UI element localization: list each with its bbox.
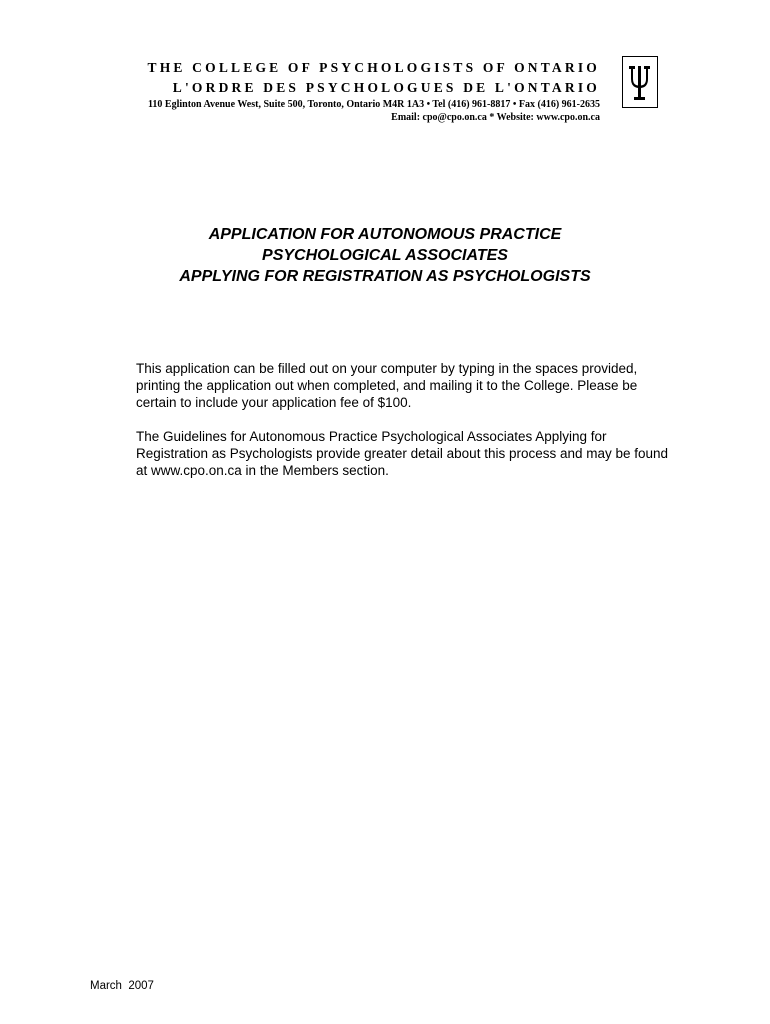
org-name-french: L'ORDRE DES PSYCHOLOGUES DE L'ONTARIO xyxy=(172,80,600,95)
instructions-paragraph-2: The Guidelines for Autonomous Practice Psychological Associates Applying for Registration as Psychologists provide greater detail about this process and may be found at www.cpo.on.ca in the Members section. xyxy=(136,429,669,478)
org-address: 110 Eglinton Avenue West, Suite 500, Toronto, Ontario M4R 1A3 • Tel (416) 961-8817 • Fax (416) 961-2635 xyxy=(147,99,600,110)
instructions xyxy=(136,360,696,496)
document-date: March 2007 xyxy=(90,980,154,992)
psi-logo-icon xyxy=(622,56,658,108)
title-line-1: APPLICATION FOR AUTONOMOUS PRACTICE xyxy=(208,226,562,243)
document-title xyxy=(0,224,770,287)
title-line-3: APPLYING FOR REGISTRATION AS PSYCHOLOGISTS xyxy=(179,268,591,285)
title-line-2: PSYCHOLOGICAL ASSOCIATES xyxy=(262,247,508,264)
org-contact: Email: cpo@cpo.on.ca * Website: www.cpo.on.ca xyxy=(391,112,600,123)
org-name-english: THE COLLEGE OF PSYCHOLOGISTS OF ONTARIO xyxy=(147,60,600,75)
letterhead xyxy=(80,58,600,124)
instructions-paragraph-1: This application can be filled out on your computer by typing in the spaces provided, printing the application out when completed, and mailing it to the College. Please be certain to include your application fee of $100. xyxy=(136,361,638,410)
